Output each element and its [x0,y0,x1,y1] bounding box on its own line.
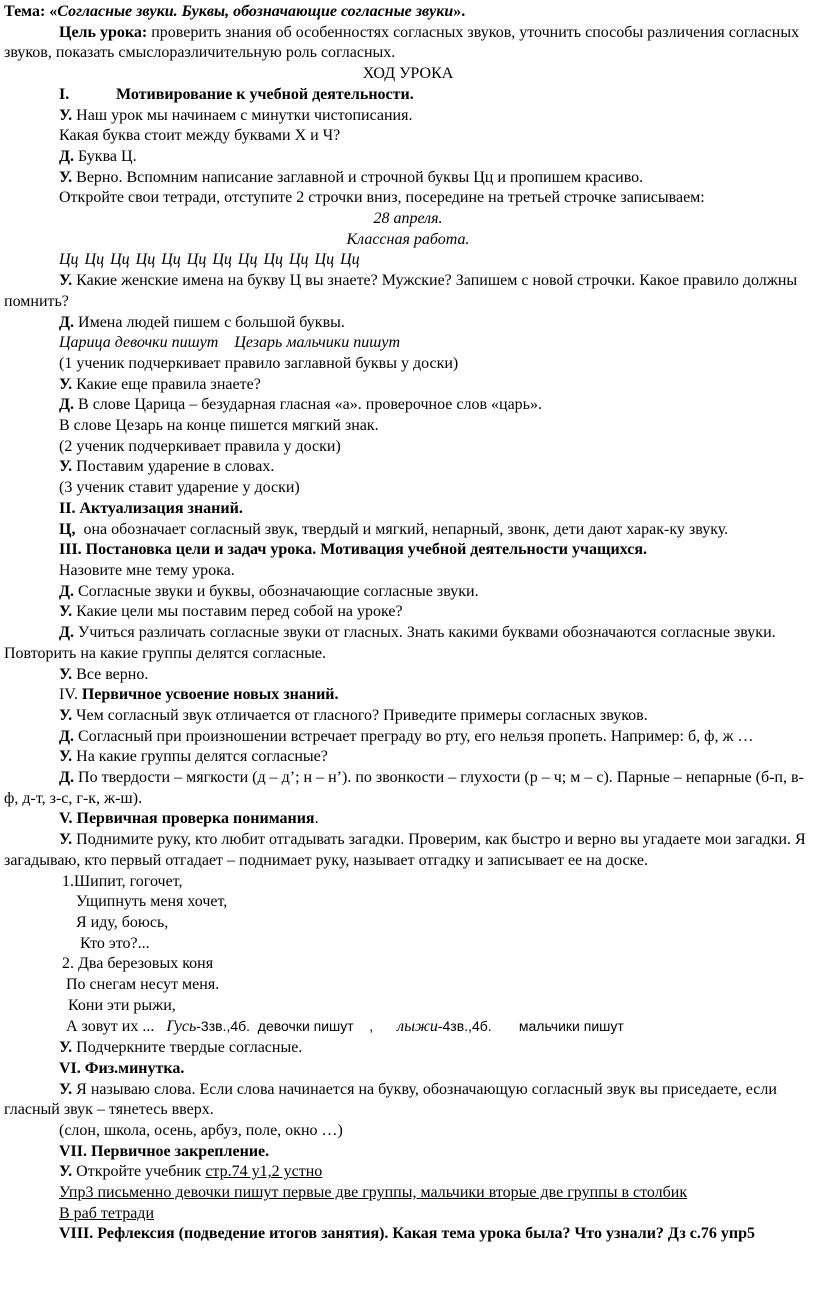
dialog-line: Ц, она обозначает согласный звук, твердый и мягкий, непарный, звонк, дети дают харак-ку звуку. [59,520,729,538]
speaker-teacher: У. [59,706,73,724]
speaker-teacher: У. [59,603,73,621]
section-3-heading: III. Постановка цели и задач урока. Мотивация учебной деятельности учащихся. [59,541,647,559]
riddle-1-line: Кто это?... [80,934,150,952]
dialog-line: У. Какие еще правила знаете? [59,375,261,393]
dialog-line: У. Чем согласный звук отличается от гласного? Приведите примеры согласных звуков. [59,706,648,724]
dialog-line: У. Откройте учебник стр.74 у1,2 устно [59,1163,323,1181]
riddle-2-line: Кони эти рыжи, [68,996,176,1014]
dialog-line: Откройте свои тетради, отступите 2 строчки вниз, посередине на третьей строчке записываем: [59,189,705,207]
speaker-teacher: У. [59,1163,73,1181]
dialog-paragraph: У. Я называю слова. Если слова начинается на букву, обозначающую согласный звук вы приседаете, если гласный звук – тянетесь вверх. [4,1080,777,1119]
riddle-1-line: 1.Шипит, гогочет, [62,872,183,890]
dialog-paragraph: Д. Учиться различать согласные звуки от гласных. Знать какими буквами обозначаются согласные звуки. Повторить на какие группы делятся согласные. [4,624,776,662]
dialog-line: У. Наш урок мы начинаем с минутки чистописания. [59,106,413,124]
riddle-2-line: По снегам несут меня. [66,976,220,994]
section-2-heading: II. Актуализация знаний. [59,499,243,517]
dialog-line: Какая буква стоит между буквами Х и Ч? [59,127,341,145]
speaker-child: Д. [59,313,75,331]
speaker-child: Д. [59,582,75,600]
dialog-line: У. Поставим ударение в словах. [59,458,275,476]
speaker-teacher: У. [59,168,73,186]
dialog-line: (3 ученик ставит ударение у доски) [59,479,300,497]
section-5-heading: V. Первичная проверка понимания. [59,810,319,828]
dialog-line: У. Какие цели мы поставим перед собой на уроке? [59,603,403,621]
dialog-line: Д. Согласные звуки и буквы, обозначающие согласные звуки. [59,582,479,600]
speaker-teacher: У. [59,1039,73,1057]
dialog-line: У. Подчеркните твердые согласные. [59,1039,303,1057]
speaker-teacher: У. [59,831,73,849]
class-work-line: Классная работа. [346,230,470,248]
dialog-line: Д. Имена людей пишем с большой буквы. [59,313,345,331]
dialog-paragraph: У. Поднимите руку, кто любит отгадывать загадки. Проверим, как быстро и верно вы угадаете мои загадки. Я загадываю, кто первый отгадает – поднимает руку, называет отгадку и записывает ее на доске. [4,831,806,869]
section-8-heading: VIII. Рефлексия (подведение итогов занятия). Какая тема урока была? Что узнали? Дз с.76 упр5 [59,1225,755,1243]
section-1-heading: I. Мотивирование к учебной деятельности. [59,85,414,103]
textbook-reference: стр.74 у1,2 устно [205,1163,323,1181]
dialog-line: (1 ученик подчеркивает правило заглавной буквы у доски) [59,354,459,372]
speaker-teacher: У. [59,665,73,683]
assignment-line: Упр3 письменно девочки пишут первые две группы, мальчики вторые две группы в столбик [59,1184,688,1202]
dialog-line: У. Верно. Вспомним написание заглавной и строчной буквы Цц и пропишем красиво. [59,168,644,186]
dialog-line: Назовите мне тему урока. [59,561,235,579]
names-line: Царица девочки пишут Цезарь мальчики пишут [59,334,400,352]
topic-label: Тема: [4,3,46,20]
dialog-line: Д. Буква Ц. [59,147,137,165]
course-title: ХОД УРОКА [362,65,454,83]
speaker-child: Д. [59,727,75,745]
section-6-heading: VI. Физ.минутка. [59,1059,185,1077]
speaker-teacher: У. [59,375,73,393]
dialog-line: У. На какие группы делятся согласные? [59,748,328,766]
section-4-heading: IV. Первичное усвоение новых знаний. [59,686,339,704]
goal-text: проверить знания об особенностях согласных звуков, уточнить способы различения согласных звуков, показать смыслоразличительную роль согласных. [4,23,800,62]
date-line: 28 апреля. [373,210,443,228]
riddle-answers-line: А зовут их ... Гусь-3зв.,4б. девочки пишут , лыжи-4зв.,4б. мальчики пишут [66,1018,624,1036]
speaker-teacher: У. [59,1080,73,1098]
dialog-paragraph: Д. Согласный при произношении встречает преграду во рту, его нельзя пропеть. Например: б, ф, ж … [59,727,754,745]
topic-title: Согласные звуки. Буквы, обозначающие согласные звуки [57,3,454,20]
dialog-paragraph: У. Какие женские имена на букву Ц вы знаете? Мужские? Запишем с новой строчки. Какое правило должны помнить? [4,272,798,310]
dialog-line: В слове Цезарь на конце пишется мягкий знак. [59,417,379,435]
speaker-child: Д. [59,396,75,414]
answer-word: Гусь [166,1018,197,1036]
speaker-teacher: У. [59,458,73,476]
goal-paragraph [4,23,812,64]
riddle-2-line: 2. Два березовых коня [62,955,214,973]
speaker-teacher: У. [59,272,73,290]
speaker-child: Д. [59,147,75,165]
topic-line: Тема: «Согласные звуки. Буквы, обозначающие согласные звуки». [4,3,466,20]
speaker-teacher: У. [59,748,73,766]
riddle-1-line: Я иду, боюсь, [76,913,169,931]
speaker-teacher: У. [59,106,73,124]
speaker-child: Д. [59,769,75,787]
answer-word: лыжи [397,1018,438,1036]
letters-line: Цц Цц Цц Цц Цц Цц Цц Цц Цц Цц Цц Цц [59,251,360,269]
speaker-child: Д. [59,624,75,642]
dialog-line: У. Все верно. [59,665,149,683]
assignment-line: В раб тетради [59,1204,154,1222]
riddle-1-line: Ущипнуть меня хочет, [76,893,228,911]
dialog-line: Д. В слове Царица – безударная гласная «а». проверочное слов «царь». [59,396,542,414]
dialog-line: (слон, школа, осень, арбуз, поле, окно …) [59,1121,343,1139]
dialog-line: (2 ученик подчеркивает правила у доски) [59,437,341,455]
section-7-heading: VII. Первичное закрепление. [59,1142,270,1160]
dialog-paragraph: Д. По твердости – мягкости (д – д’; н – н’). по звонкости – глухости (р – ч; м – с). Парные – непарные (б-п, в-ф, д-т, з-с, г-к, ж-ш). [4,769,804,807]
goal-label: Цель урока: [59,23,148,41]
